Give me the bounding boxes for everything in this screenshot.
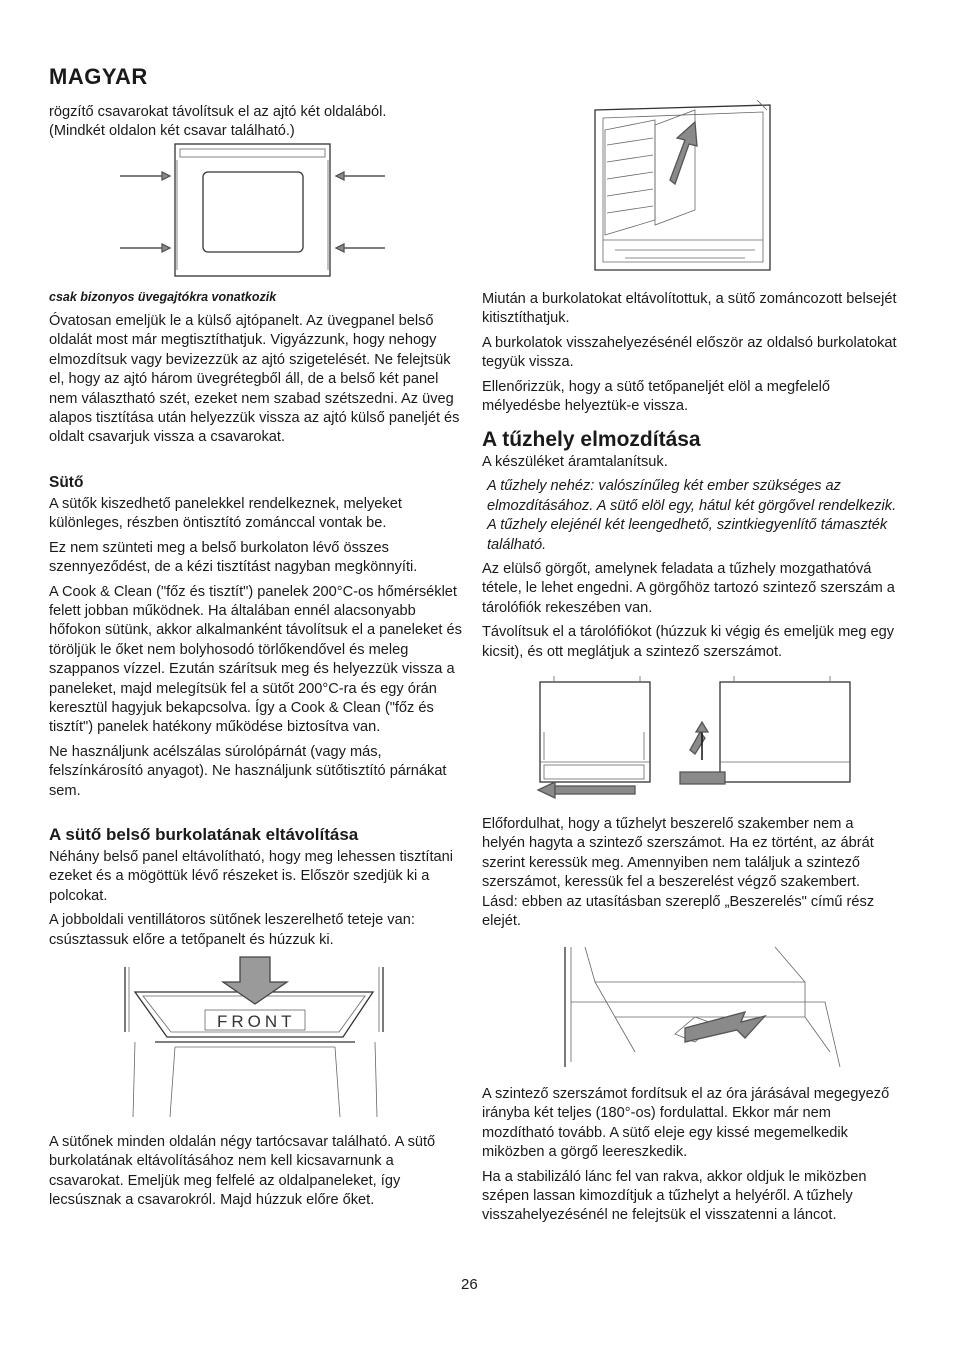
liner-paragraph-2: A jobboldali ventillátoros sütőnek leszerelhető teteje van: csúsztassuk előre a tetőpanelt és húzzuk ki. (49, 912, 415, 948)
moving-intro: A készüléket áramtalanítsuk. (482, 454, 668, 470)
liner-heading: A sütő belső burkolatának eltávolítása (49, 825, 359, 844)
oven-text (49, 495, 464, 806)
moving-text (482, 453, 902, 667)
intro-line-1: rögzítő csavarokat távolítsuk el az ajtó két oldalából. (49, 104, 387, 120)
levelling-steps-text (482, 1085, 892, 1231)
intro-text (49, 103, 449, 142)
missing-tool-paragraph: Előfordulhat, hogy a tűzhelyt beszerelő szakember nem a helyén hagyta a szintező szerszámot. Ha ez történt, az ábrát szerint keressük meg. Amennyiben nem találjuk a szintező szerszámot, keressük fel a beszerelést végző szakembert. Lásd: ebben az utasításban szereplő „Beszerelés" című rész elejét. (482, 816, 875, 930)
moving-paragraph-2: Távolítsuk el a tárolófiókot (húzzuk ki végig és emeljük meg egy kicsit), és ott meglátjuk a szintező szerszámot. (482, 624, 895, 660)
moving-note: A tűzhely nehéz: valószínűleg két ember szükséges az elmozdításához. A sütő elöl egy, hátul két görgővel rendelkezik. A tűzhely elejénél két leengedhető, szintkiegyenlítő támaszték található. (487, 478, 897, 553)
oven-paragraph-3: A Cook & Clean ("főz és tisztít") panelek 200°C-os hőmérséklet felett jobban működnek. Ha általában ennél alacsonyabb hőfokon sütünk, akkor alkalmanként távolítsuk el a paneleket és töröljük le őket nem bolyhosodó törlőkendővel és meleg szappanos vízzel. Ezután szárítsuk meg és helyezzük vissza a paneleket, majd melegítsük fel a sütőt 200°C-ra és egy órán keresztül hagyjuk bekapcsolva. Így a Cook & Clean ("főz és tisztít") panelek hatékony működése biztosítva van. (49, 583, 462, 736)
door-screws-illustration (110, 140, 390, 280)
moving-heading: A tűzhely elmozdítása (482, 428, 701, 451)
after-removal-paragraph-1: Miután a burkolatokat eltávolítottuk, a sütő zománcozott belsejét kitisztíthatjuk. (482, 291, 897, 327)
oven-paragraph-4: Ne használjunk acélszálas súrolópárnát (vagy más, felszínkárosító anyagot). Ne használjunk sütőtisztító párnákat sem. (49, 743, 447, 799)
oven-paragraph-2: Ez nem szünteti meg a belső burkolaton lévő összes szennyeződést, de a kézi tisztítást nagyban megkönnyíti. (49, 539, 418, 576)
levelling-paragraph-2: Ha a stabilizáló lánc fel van rakva, akkor oldjuk le miközben szépen lassan kimozdítjuk a tűzhelyt a helyéről. A tűzhely visszahelyezésénél ne felejtsük el visszatenni a láncot. (482, 1168, 867, 1224)
oven-paragraph-1: A sütők kiszedhető panelekkel rendelkeznek, melyeket különleges, részben öntisztító zománccal vontak be. (49, 496, 402, 532)
levelling-tool-illustration (530, 672, 890, 804)
page-number: 26 (461, 1276, 478, 1293)
liner-paragraph-1: Néhány belső panel eltávolítható, hogy meg lehessen tisztítani ezeket és a mögöttük lévő részeket is. Először szedjük ki a polcokat. (49, 849, 454, 904)
language-heading: MAGYAR (49, 64, 148, 89)
moving-paragraph-1: Az elülső görgőt, amelynek feladata a tűzhely mozgathatóvá tétele, le lehet engedni. A görgőhöz tartozó szintező szerszám a tárolófiók rekeszében van. (482, 561, 895, 616)
oven-top-panel-illustration (115, 952, 395, 1122)
storage-drawer-illustration (555, 942, 855, 1072)
intro-line-2: (Mindkét oldalon két csavar található.) (49, 123, 295, 140)
after-removal-text (482, 290, 902, 421)
oven-interior-illustration (585, 100, 785, 278)
after-removal-paragraph-2: A burkolatok visszahelyezésénél először az oldalsó burkolatokat tegyük vissza. (482, 334, 897, 371)
door-paragraph: Óvatosan emeljük le a külső ajtópanelt. Az üvegpanel belső oldalát most már megtisztíthatjuk. Vigyázzunk, hogy nehogy elmozdítsuk vagy bevizezzük az ajtó szigetelését. Ne felejtsük el, hogy az ajtó három üvegrétegből áll, de a belső két panel nem választható szét, ezeket nem szabad szétszedni. Az üveg alapos tisztítása után helyezzük vissza az ajtó külső paneljét és oldalt csavarjuk vissza a csavarokat. (49, 313, 460, 446)
front-label: FRONT (217, 1012, 296, 1031)
side-panel-text (49, 1133, 459, 1216)
liner-text (49, 848, 464, 955)
door-cleaning-text (49, 312, 467, 453)
oven-heading: Sütő (49, 474, 84, 491)
missing-tool-text (482, 815, 892, 936)
levelling-paragraph-1: A szintező szerszámot fordítsuk el az óra járásával megegyező irányba két teljes (180°-os) fordulattal. Ekkor már nem mozdítható tovább. A sütő eleje egy kissé megemelkedik miközben a görgő leereszkedik. (482, 1086, 890, 1161)
door-caption: csak bizonyos üvegajtókra vonatkozik (49, 290, 277, 304)
side-panel-paragraph: A sütőnek minden oldalán négy tartócsavar található. A sütő burkolatának eltávolításához nem kell kicsavarnunk a csavarokat. Emeljük meg felfelé az oldalpaneleket, így lecsúsznak a csavarokról. Majd húzzuk előre őket. (49, 1134, 436, 1209)
after-removal-paragraph-3: Ellenőrizzük, hogy a sütő tetőpaneljét elöl a megfelelő mélyedésbe helyeztük-e vissza. (482, 378, 831, 415)
